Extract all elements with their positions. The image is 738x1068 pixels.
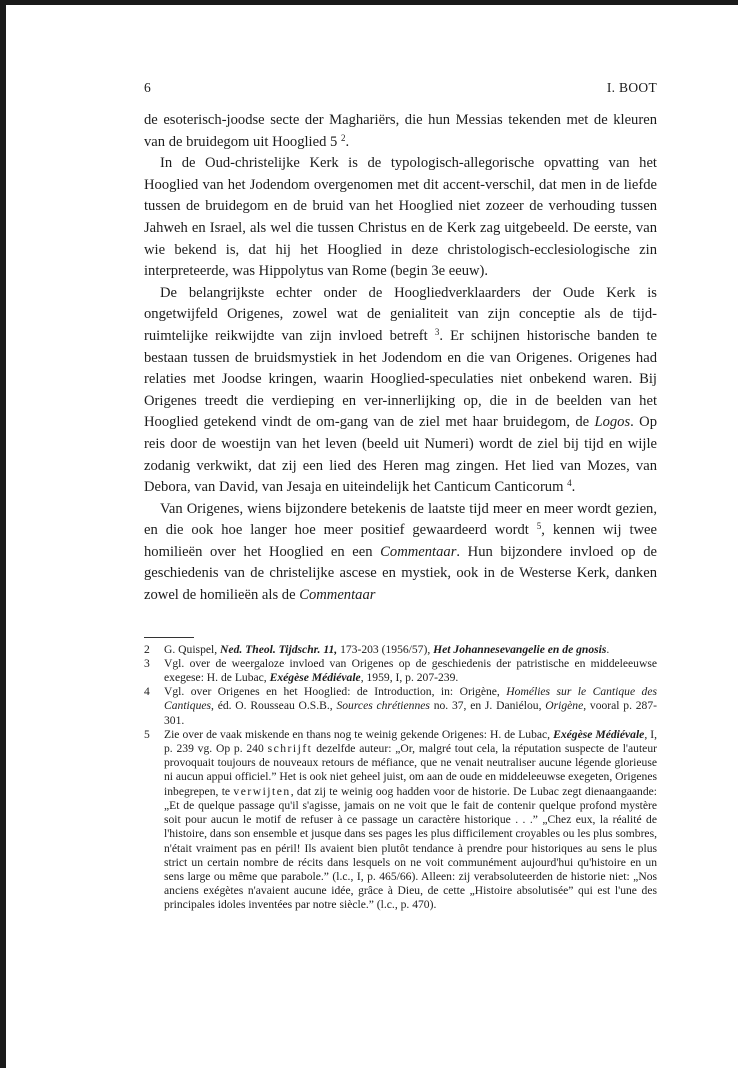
scan-border-left (0, 0, 6, 1068)
footnote-4: 4 Vgl. over Origenes en het Hooglied: de Introduction, in: Origène, Homélies sur le Cantique des Cantiques, éd. O. Rousseau O.S.B., Sources chrétiennes no. 37, en J. Daniélou, Origène, vooral p. 287-301. (144, 685, 657, 727)
footnote-ref-2[interactable]: 2 (340, 132, 346, 143)
footnote-number: 5 (144, 727, 150, 741)
footnote-number: 4 (144, 685, 150, 699)
page-number: 6 (144, 80, 152, 95)
running-head-author: I. BOOT (606, 80, 657, 95)
paragraph-1: de esoterisch-joodse secte der Maghariërs, die hun Messias tekenden met de kleuren van de bruidegom uit Hooglied 5 $^2$. (144, 112, 657, 150)
footnote-2: 2 G. Quispel, Ned. Theol. Tijdschr. 11, 173-203 (1956/57), Het Johannesevangelie en de gnosis. (144, 642, 610, 656)
scan-border-top (0, 0, 738, 5)
paragraph-3: De belangrijkste echter onder de Hoogliedverklaarders der Oude Kerk is ongetwijfeld Origenes, zowel wat de genialiteit van zijn conceptie als de tijd-ruimtelijke reikwijdte van zijn invloed betreft $^3$. Er schijnen historische banden te bestaan tussen de bruidsmystiek in het Jodendom en die van Origenes. Origenes had relaties met Joodse kringen, waarin Hooglied-speculaties niet onbekend waren. Bij Origenes treedt die verdieping en ver-innerlijking op, die in de beelden van het Hooglied getekend vindt de om-gang van de ziel met haar bruidegom, de Logos. Op reis door de woestijn van het leven (beeld uit Numeri) wordt de ziel bij tijd en wijle zodanig verkwikt, dat zij een lied des Heren mag zingen. Het lied van Mozes, van Debora, van David, van Jesaja en uiteindelijk het Canticum Canticorum $^4$. (144, 284, 657, 496)
footnote-5: 5 Zie over de vaak miskende en thans nog te weinig gekende Origenes: H. de Lubac, Exégèse Médiévale, I, p. 239 vg. Op p. 240 schrijft dezelfde auteur: „Or, malgré tout cela, la réputation suspecte de l'auteur provoquait toujours de nouveaux retours de méfiance, que ne venait neutraliser aucune légende glorieuse ni aucun appui officiel.” Het is ook niet geheel juist, om aan de oude en middeleeuwse exegeten, Origenes inbegrepen, te verwijten, dat zij te weinig oog hadden voor de historie. De Lubac zegt dienaangaande: „Et de quelque passage qu'il s'agisse, jamais on ne voit que le fait de contenir quelque profond mystère soit pour aucun le motif de refuser à ce passage un caractère historique . . .” „Chez eux, la réalité de l'histoire, dans son ensemble et jusque dans ses pages les plus difficilement croyables ou les plus sombres, n'était vraiment pas en péril! Ils avaient bien plutôt tendance à prendre pour historiques au sens le plus strict un certain nombre de récits dans lesquels on ne voit communément aujourd'hui qu'histoire en un sens large ou même que parabole.” (l.c., I, p. 465/66). Alleen: zij verabsoluteerden de historie niet: „Nos anciens exégètes n'avaient aucune idée, grâce à Dieu, de cette „Histoire absolutisée” qui est l'une des principales idoles inventées par notre siècle.” (l.c., p. 470). (144, 727, 658, 912)
footnote-ref-4[interactable]: 4 (567, 478, 572, 489)
footnote-number: 2 (144, 642, 150, 656)
footnote-3: 3 Vgl. over de weergaloze invloed van Origenes op de geschiedenis der patristische en middeleeuwse exegese: H. de Lubac, Exégèse Médiévale, 1959, I, p. 207-239. (144, 656, 657, 685)
paragraph-4: Van Origenes, wiens bijzondere betekenis de laatste tijd meer en meer wordt gezien, en die ook hoe langer hoe meer positief gewaardeerd wordt $^5$, kennen wij twee homilieën over het Hooglied en een Commentaar. Hun bijzondere invloed op de geschiedenis van de christelijke ascese en mystiek, ook in de Westerse Kerk, danken zowel de homilieën als de Commentaar (144, 500, 657, 604)
footnote-ref-3[interactable]: 3 (434, 326, 440, 337)
footnotes (144, 643, 657, 913)
page (144, 80, 657, 913)
footnote-ref-5[interactable]: 5 (536, 521, 542, 532)
footnote-divider (144, 637, 194, 638)
footnote-number: 3 (144, 656, 150, 670)
body-text (144, 110, 657, 607)
running-head (144, 80, 657, 102)
paragraph-2: In de Oud-christelijke Kerk is de typologisch-allegorische opvatting van het Hooglied van het Jodendom overgenomen met dit accent-verschil, dat men in de liefde tussen de bruidegom en de bruid van het Hooglied niet zozeer de verhouding tussen Jahweh en Israel, als wel die tussen Christus en de Kerk zag uitgebeeld. De eerste, van wie bekend is, dat hij het Hooglied in deze christologisch-ecclesiologische zin interpreteerde, was Hippolytus van Rome (begin 3e eeuw). (144, 155, 657, 280)
